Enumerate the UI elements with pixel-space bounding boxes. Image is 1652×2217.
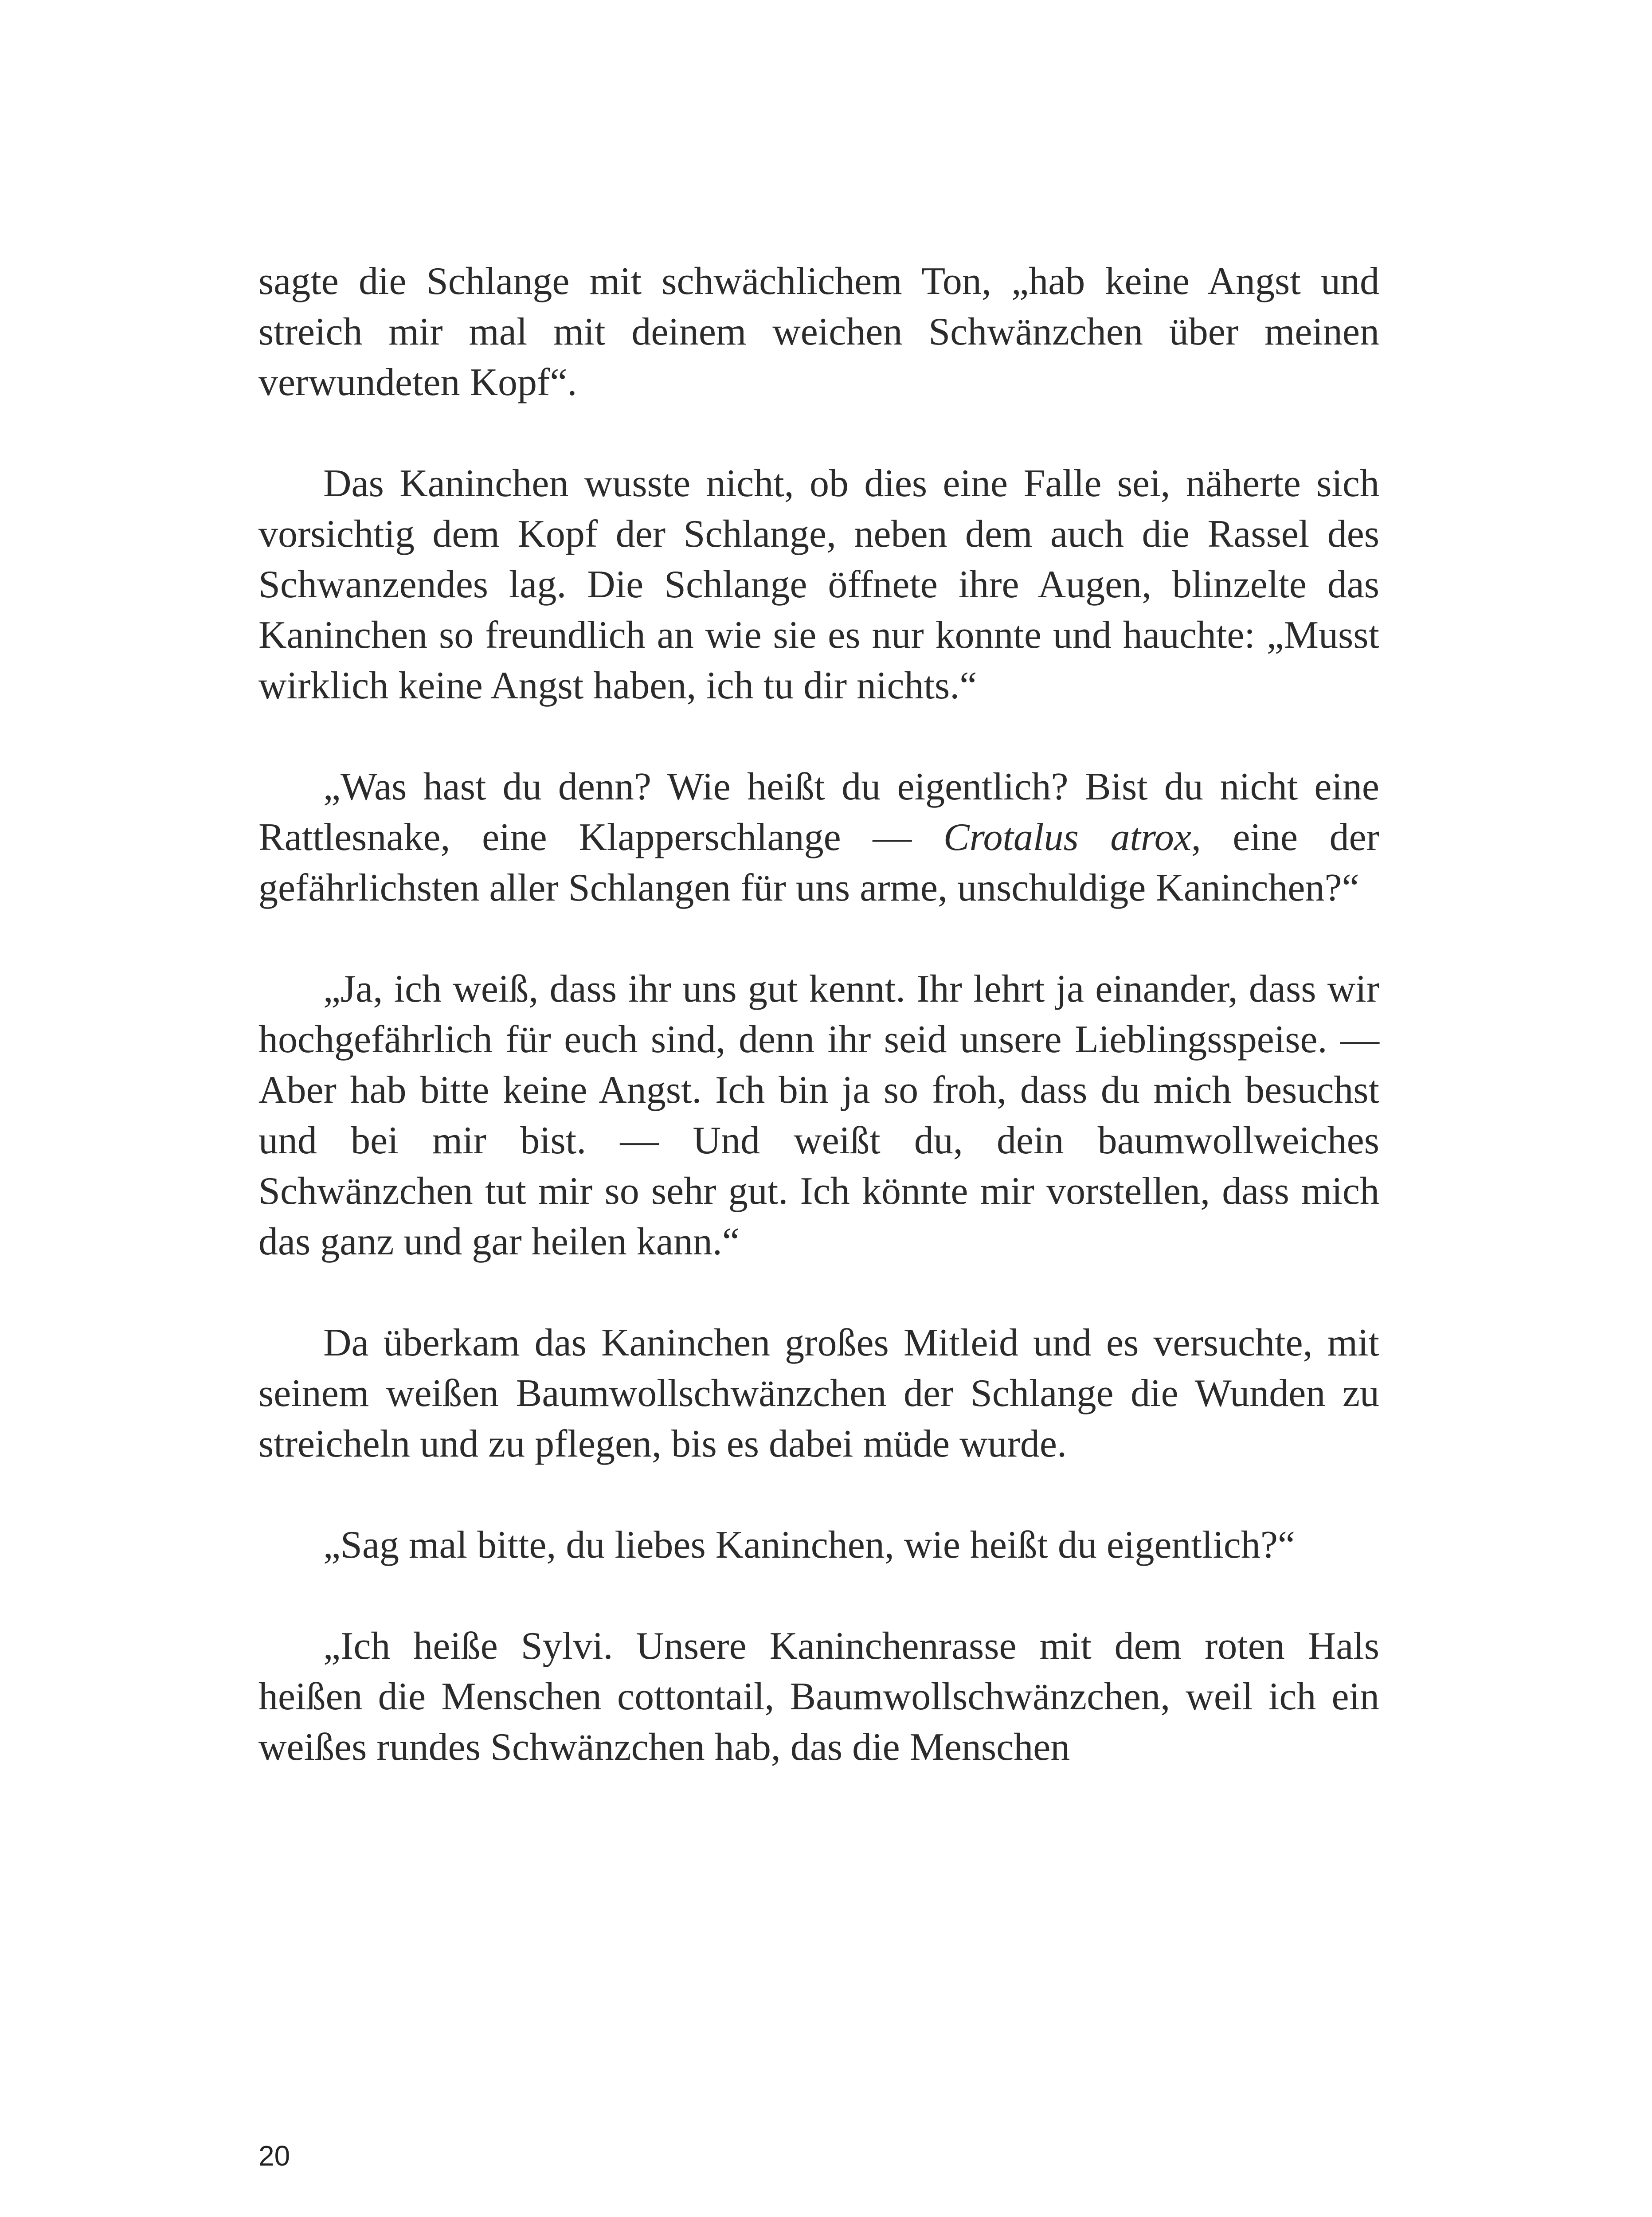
- body-text: [258, 256, 1379, 1823]
- paragraph: [258, 458, 1379, 711]
- paragraph: [258, 964, 1379, 1267]
- text-run: „Ja, ich weiß, dass ihr uns gut kennt. Ihr lehrt ja einander, dass wir hochgefährlich für euch sind, denn ihr seid unsere Lieblingsspeise. — Aber hab bitte keine Angst. Ich bin ja so froh, dass du mich besuchst und bei mir bist. — Und weißt du, dein baumwollweiches Schwänzchen tut mir so sehr gut. Ich könnte mir vorstellen, dass mich das ganz und gar heilen kann.“: [258, 967, 1379, 1263]
- italic-term: Crotalus atrox: [943, 816, 1191, 859]
- text-run: Das Kaninchen wusste nicht, ob dies eine Falle sei, näherte sich vorsichtig dem Kopf der Schlange, neben dem auch die Rassel des Schwanzendes lag. Die Schlange öffnete ihre Augen, blinzelte das Kaninchen so freundlich an wie sie es nur konnte und hauchte: „Musst wirklich keine Angst haben, ich tu dir nichts.“: [258, 462, 1379, 707]
- paragraph: [258, 1520, 1379, 1571]
- text-run: Da überkam das Kaninchen großes Mitleid und es versuchte, mit seinem weißen Baumwollschwänzchen der Schlange die Wunden zu streicheln und zu pflegen, bis es dabei müde wurde.: [258, 1321, 1379, 1465]
- paragraph: [258, 256, 1379, 408]
- page-number: 20: [258, 2140, 290, 2172]
- paragraph: [258, 1318, 1379, 1469]
- text-run: „Was hast du denn? Wie heißt du eigentlich? Bist du nicht eine Rattlesnake, eine Klapperschlange —: [258, 765, 1379, 859]
- text-run: „Sag mal bitte, du liebes Kaninchen, wie heißt du eigentlich?“: [323, 1524, 1295, 1567]
- paragraph: [258, 1621, 1379, 1773]
- text-run: „Ich heiße Sylvi. Unsere Kaninchenrasse mit dem roten Hals heißen die Menschen cottontail, Baumwollschwänzchen, weil ich ein weißes rundes Schwänzchen hab, das die Menschen: [258, 1625, 1379, 1769]
- text-run: , eine der gefährlichsten aller Schlangen für uns arme, unschuldige Kaninchen?“: [258, 816, 1379, 909]
- paragraph: [258, 762, 1379, 913]
- text-run: sagte die Schlange mit schwächlichem Ton, „hab keine Angst und streich mir mal mit deinem weichen Schwänzchen über meinen verwundeten Kopf“.: [258, 260, 1379, 404]
